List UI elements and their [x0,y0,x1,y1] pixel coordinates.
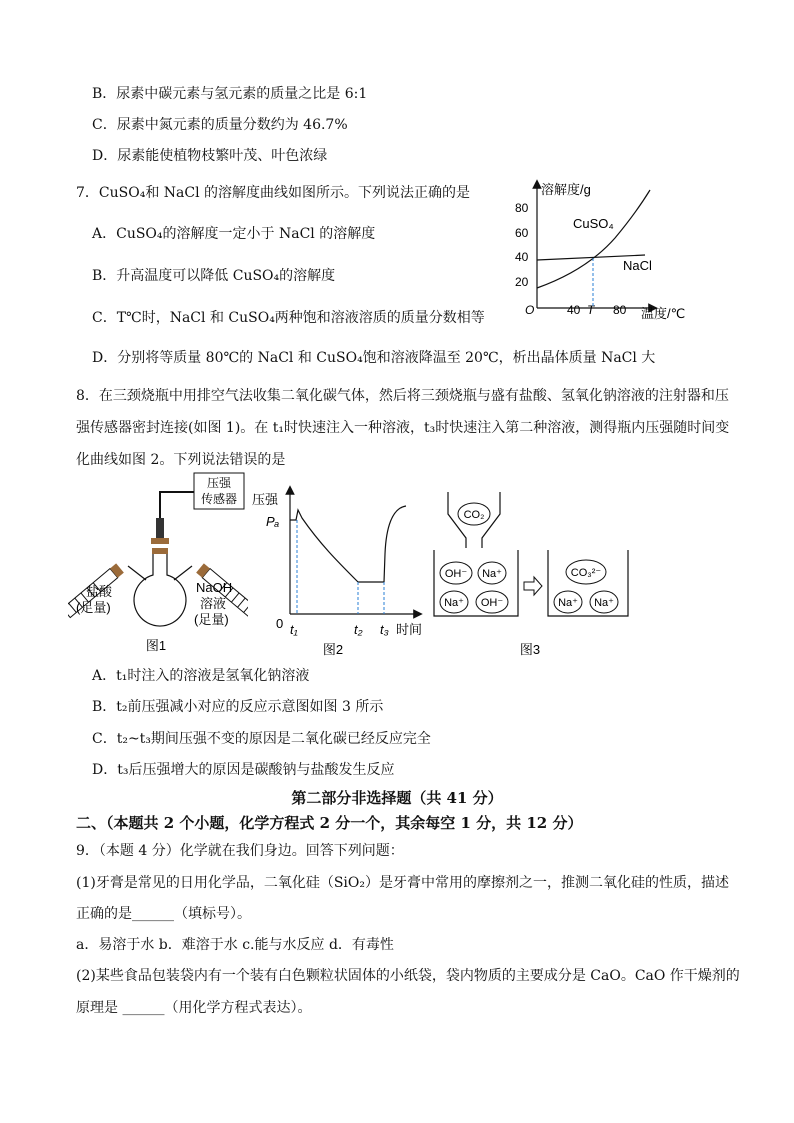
q6-option-c: C．尿素中氮元素的质量分数约为 46.7% [92,117,348,133]
flask-body [134,554,186,626]
na-ion-1-label: Na⁺ [482,568,502,580]
fig2-t1-label: t₁ [290,622,298,637]
right-label-1: NaOH [196,580,233,595]
q6-option-b: B．尿素中碳元素与氢元素的质量之比是 6:1 [92,86,368,102]
q8-option-d: D．t₃后压强增大的原因是碳酸钠与盐酸发生反应 [92,762,395,778]
q9-part1-line1: (1)牙膏是常见的日用化学品，二氧化硅（SiO₂）是牙膏中常用的摩擦剂之一，推测二氧化硅的性质，描述 [76,875,729,891]
part2-title: 第二部分非选择题（共 41 分） [291,789,503,807]
na-ion-3-label: Na⁺ [558,597,578,609]
q8-stem-line1: 8．在三颈烧瓶中用排空气法收集二氧化碳气体，然后将三颈烧瓶与盛有盐酸、氢氧化钠溶液的注射器和压 [76,388,729,404]
cuso4-series-label: CuSO₄ [573,216,614,231]
y-tick-40: 40 [515,250,529,264]
q7-option-d: D．分别将等质量 80℃的 NaCl 和 CuSO₄饱和溶液降温至 20℃，析出晶体质量 NaCl 大 [92,350,656,366]
right-label-3: (足量) [194,612,229,627]
q9-part1-line2: 正确的是______（填标号）。 [76,906,251,922]
q8-option-c: C．t₂~t₃期间压强不变的原因是二氧化碳已经反应完全 [92,731,431,747]
q6-option-d: D．尿素能使植物枝繁叶茂、叶色浓绿 [92,148,328,164]
figure-2-pressure-curve [248,484,428,660]
fig2-pa-label: Pₐ [266,514,280,529]
q7-option-b: B．升高温度可以降低 CuSO₄的溶解度 [92,268,336,284]
left-label-1: 盐酸 [86,584,113,599]
sensor-label-2: 传感器 [200,492,238,506]
q9-part2-line1: (2)某些食品包装袋内有一个装有白色颗粒状固体的小纸袋，袋内物质的主要成分是 CaO。CaO 作干燥剂的 [76,968,740,984]
x-axis-label: 温度/℃ [641,306,686,321]
flask-right-neck [174,566,192,580]
sensor-label-1: 压强 [206,476,232,490]
fig2-y-label: 压强 [252,492,279,507]
figure-1-caption: 图1 [145,638,167,653]
q8-option-b: B．t₂前压强减小对应的反应示意图如图 3 所示 [92,699,384,715]
fig2-x-label: 时间 [396,622,423,637]
y-tick-80: 80 [515,201,529,215]
q8-stem-line3: 化曲线如图 2。下列说法错误的是 [76,452,286,468]
figure-2-caption: 图2 [322,642,344,657]
q9-part2-line2: 原理是 ______（用化学方程式表达）。 [76,1000,312,1016]
sensor-wire [160,492,194,518]
q9-choices: a．易溶于水 b．难溶于水 c.能与水反应 d．有毒性 [76,937,394,953]
q8-option-a: A．t₁时注入的溶液是氢氧化钠溶液 [92,668,310,684]
x-tick-40: 40 [567,303,581,317]
left-label-2: (足量) [76,600,111,615]
fig2-origin: 0 [276,616,284,631]
figure-3-caption: 图3 [519,642,541,657]
fig2-t2-label: t₂ [354,622,363,637]
oh-ion-1-label: OH⁻ [444,568,468,580]
right-label-2: 溶液 [200,596,227,611]
reaction-arrow-icon [524,577,542,595]
co2-label: CO₂ [463,509,485,521]
carbonate-ion-label: CO₃²⁻ [570,567,602,579]
section-two-heading: 二、（本题共 2 个小题，化学方程式 2 分一个，其余每空 1 分，共 12 分） [76,814,583,832]
q7-option-c: C．T℃时，NaCl 和 CuSO₄两种饱和溶液溶质的质量分数相等 [92,310,485,326]
solubility-curve-figure [505,178,705,326]
q7-stem: 7．CuSO₄和 NaCl 的溶解度曲线如图所示。下列说法正确的是 [76,185,471,201]
x-tick-80: 80 [613,303,627,317]
x-tick-t: T [587,303,595,317]
figure-3-reaction-schematic [428,486,638,660]
origin-label: O [525,303,535,317]
stopper-middle-2 [152,548,168,554]
stopper-middle [151,538,169,544]
q8-stem-line2: 强传感器密封连接(如图 1)。在 t₁时快速注入一种溶液，t₃时快速注入第二种溶液，测得瓶内压强随时间变 [76,420,730,436]
na-ion-4-label: Na⁺ [594,597,614,609]
na-ion-2-label: Na⁺ [444,597,464,609]
fig2-t3-label: t₃ [380,622,389,637]
q9-stem: 9．（本题 4 分）化学就在我们身边。回答下列问题： [76,843,404,859]
flask-left-neck [128,566,146,580]
nacl-series-label: NaCl [623,258,652,273]
oh-ion-2-label: OH⁻ [480,597,504,609]
y-tick-60: 60 [515,226,529,240]
y-tick-20: 20 [515,275,529,289]
fig2-pressure-line [290,506,406,582]
q7-option-a: A．CuSO₄的溶解度一定小于 NaCl 的溶解度 [92,226,376,242]
y-axis-label: 溶解度/g [541,182,591,197]
figure-1-apparatus [68,470,248,660]
sensor-probe [156,518,164,540]
